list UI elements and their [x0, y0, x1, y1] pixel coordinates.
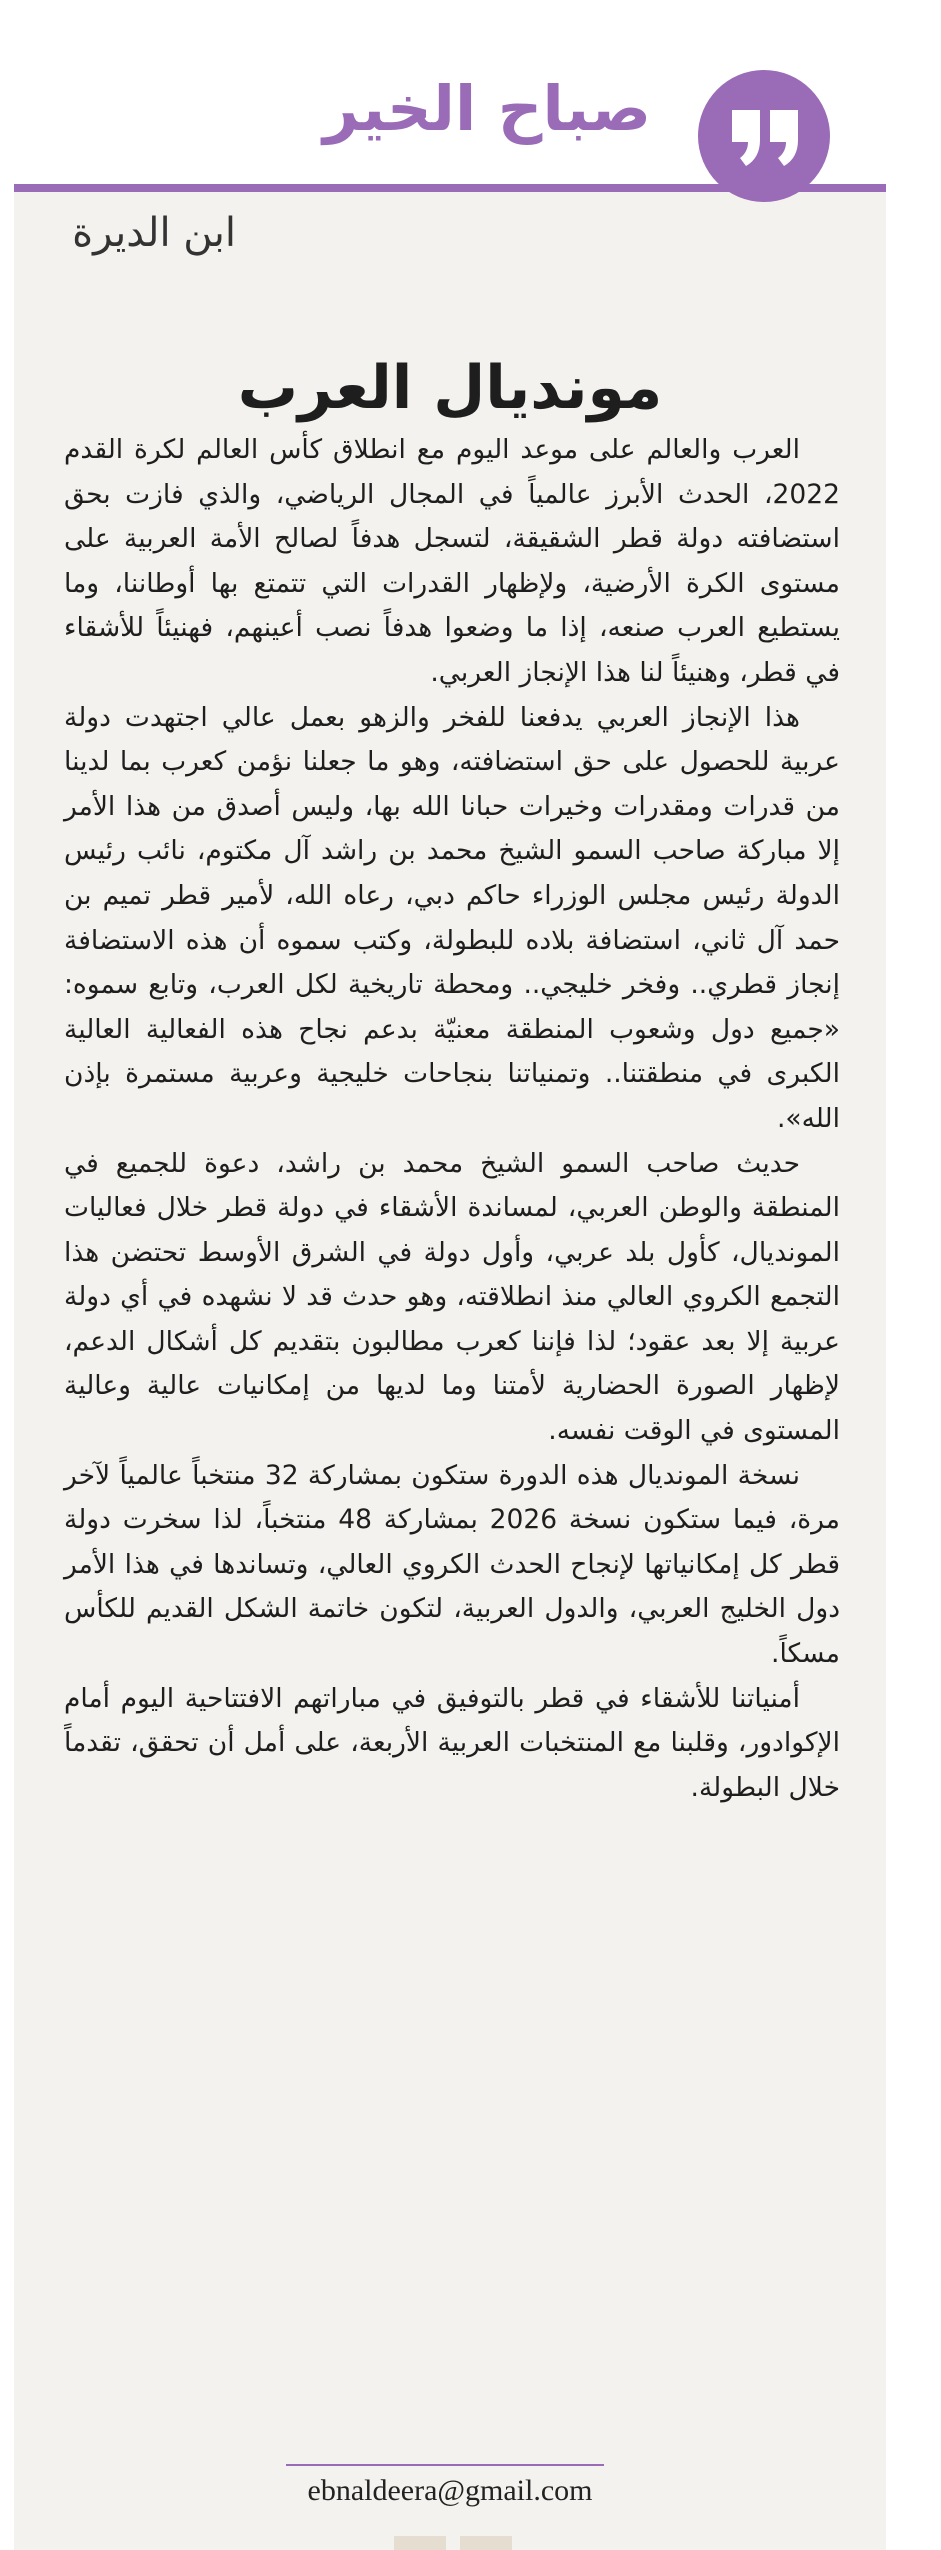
headline: مونديال العرب: [237, 353, 663, 424]
paragraph: هذا الإنجاز العربي يدفعنا للفخر والزهو بعمل عالي اجتهدت دولة عربية للحصول على حق استضافته، وهو ما جعلنا نؤمن كعرب بما لدينا من قدرات ومقدرات وخيرات حبانا الله بها، وليس أصدق من هذا الأمر إلا مباركة صاحب السمو الشيخ محمد بن راشد آل مكتوم، نائب رئيس الدولة رئيس مجلس الوزراء حاكم دبي، رعاه الله، لأمير قطر تميم بن حمد آل ثاني، استضافة بلاده للبطولة، وكتب سموه أن هذه الاستضافة إنجاز قطري.. وفخر خليجي.. ومحطة تاريخية لكل العرب، وتابع سموه: «جميع دول وشعوب المنطقة معنيّة بدعم نجاح هذه الفعالية العالية الكبرى في منطقتنا.. وتمنياتنا بنجاحات خليجية وعربية مستمرة بإذن الله».: [64, 701, 840, 1134]
section-title: صباح الخير: [323, 72, 651, 145]
footer-rule: [286, 2464, 604, 2466]
footer-decoration: [460, 2536, 512, 2550]
paragraph: نسخة المونديال هذه الدورة ستكون بمشاركة 32 منتخباً عالمياً لآخر مرة، فيما ستكون نسخة 2026 بمشاركة 48 منتخباً، لذا سخرت دولة قطر كل إمكانياتها لإنجاح الحدث الكروي العالي، وتساندها في هذا الأمر دول الخليج العربي، والدول العربية، لتكون خاتمة الشكل القديم للكأس مسكاً.: [64, 1459, 840, 1670]
paragraph: حديث صاحب السمو الشيخ محمد بن راشد، دعوة للجميع في المنطقة والوطن العربي، لمساندة الأشقاء في دولة قطر خلال فعاليات المونديال، كأول بلد عربي، وأول دولة في الشرق الأوسط تحتضن هذا التجمع الكروي العالي منذ انطلاقته، وهو حدث قد لا نشهده في أي دولة عربية إلا بعد عقود؛ لذا فإننا كعرب مطالبون بتقديم كل أشكال الدعم، لإظهار الصورة الحضارية لأمتنا وما لديها من إمكانيات عالية وعالية المستوى في الوقت نفسه.: [64, 1147, 840, 1447]
footer-decoration: [394, 2536, 446, 2550]
article-body: [64, 428, 840, 1810]
header-rule: [14, 184, 886, 192]
quote-mark-icon: [698, 70, 830, 202]
paragraph: العرب والعالم على موعد اليوم مع انطلاق كأس العالم لكرة القدم 2022، الحدث الأبرز عالمياً في المجال الرياضي، والذي فازت بحق استضافته دولة قطر الشقيقة، لتسجل هدفاً لصالح الأمة العربية على مستوى الكرة الأرضية، ولإظهار القدرات التي تتمتع بها أوطاننا، وما يستطيع العرب صنعه، إذا ما وضعوا هدفاً نصب أعينهم، فهنيئاً للأشقاء في قطر، وهنيئاً لنا هذا الإنجاز العربي.: [64, 434, 840, 688]
paragraph: أمنياتنا للأشقاء في قطر بالتوفيق في مباراتهم الافتتاحية اليوم أمام الإكوادور، وقلبنا مع المنتخبات العربية الأربعة، على أمل أن تحقق، تقدماً خلال البطولة.: [64, 1682, 840, 1803]
author-email[interactable]: ebnaldeera@gmail.com: [307, 2474, 593, 2507]
author-name: ابن الديرة: [72, 210, 236, 256]
column-header: [0, 0, 941, 200]
